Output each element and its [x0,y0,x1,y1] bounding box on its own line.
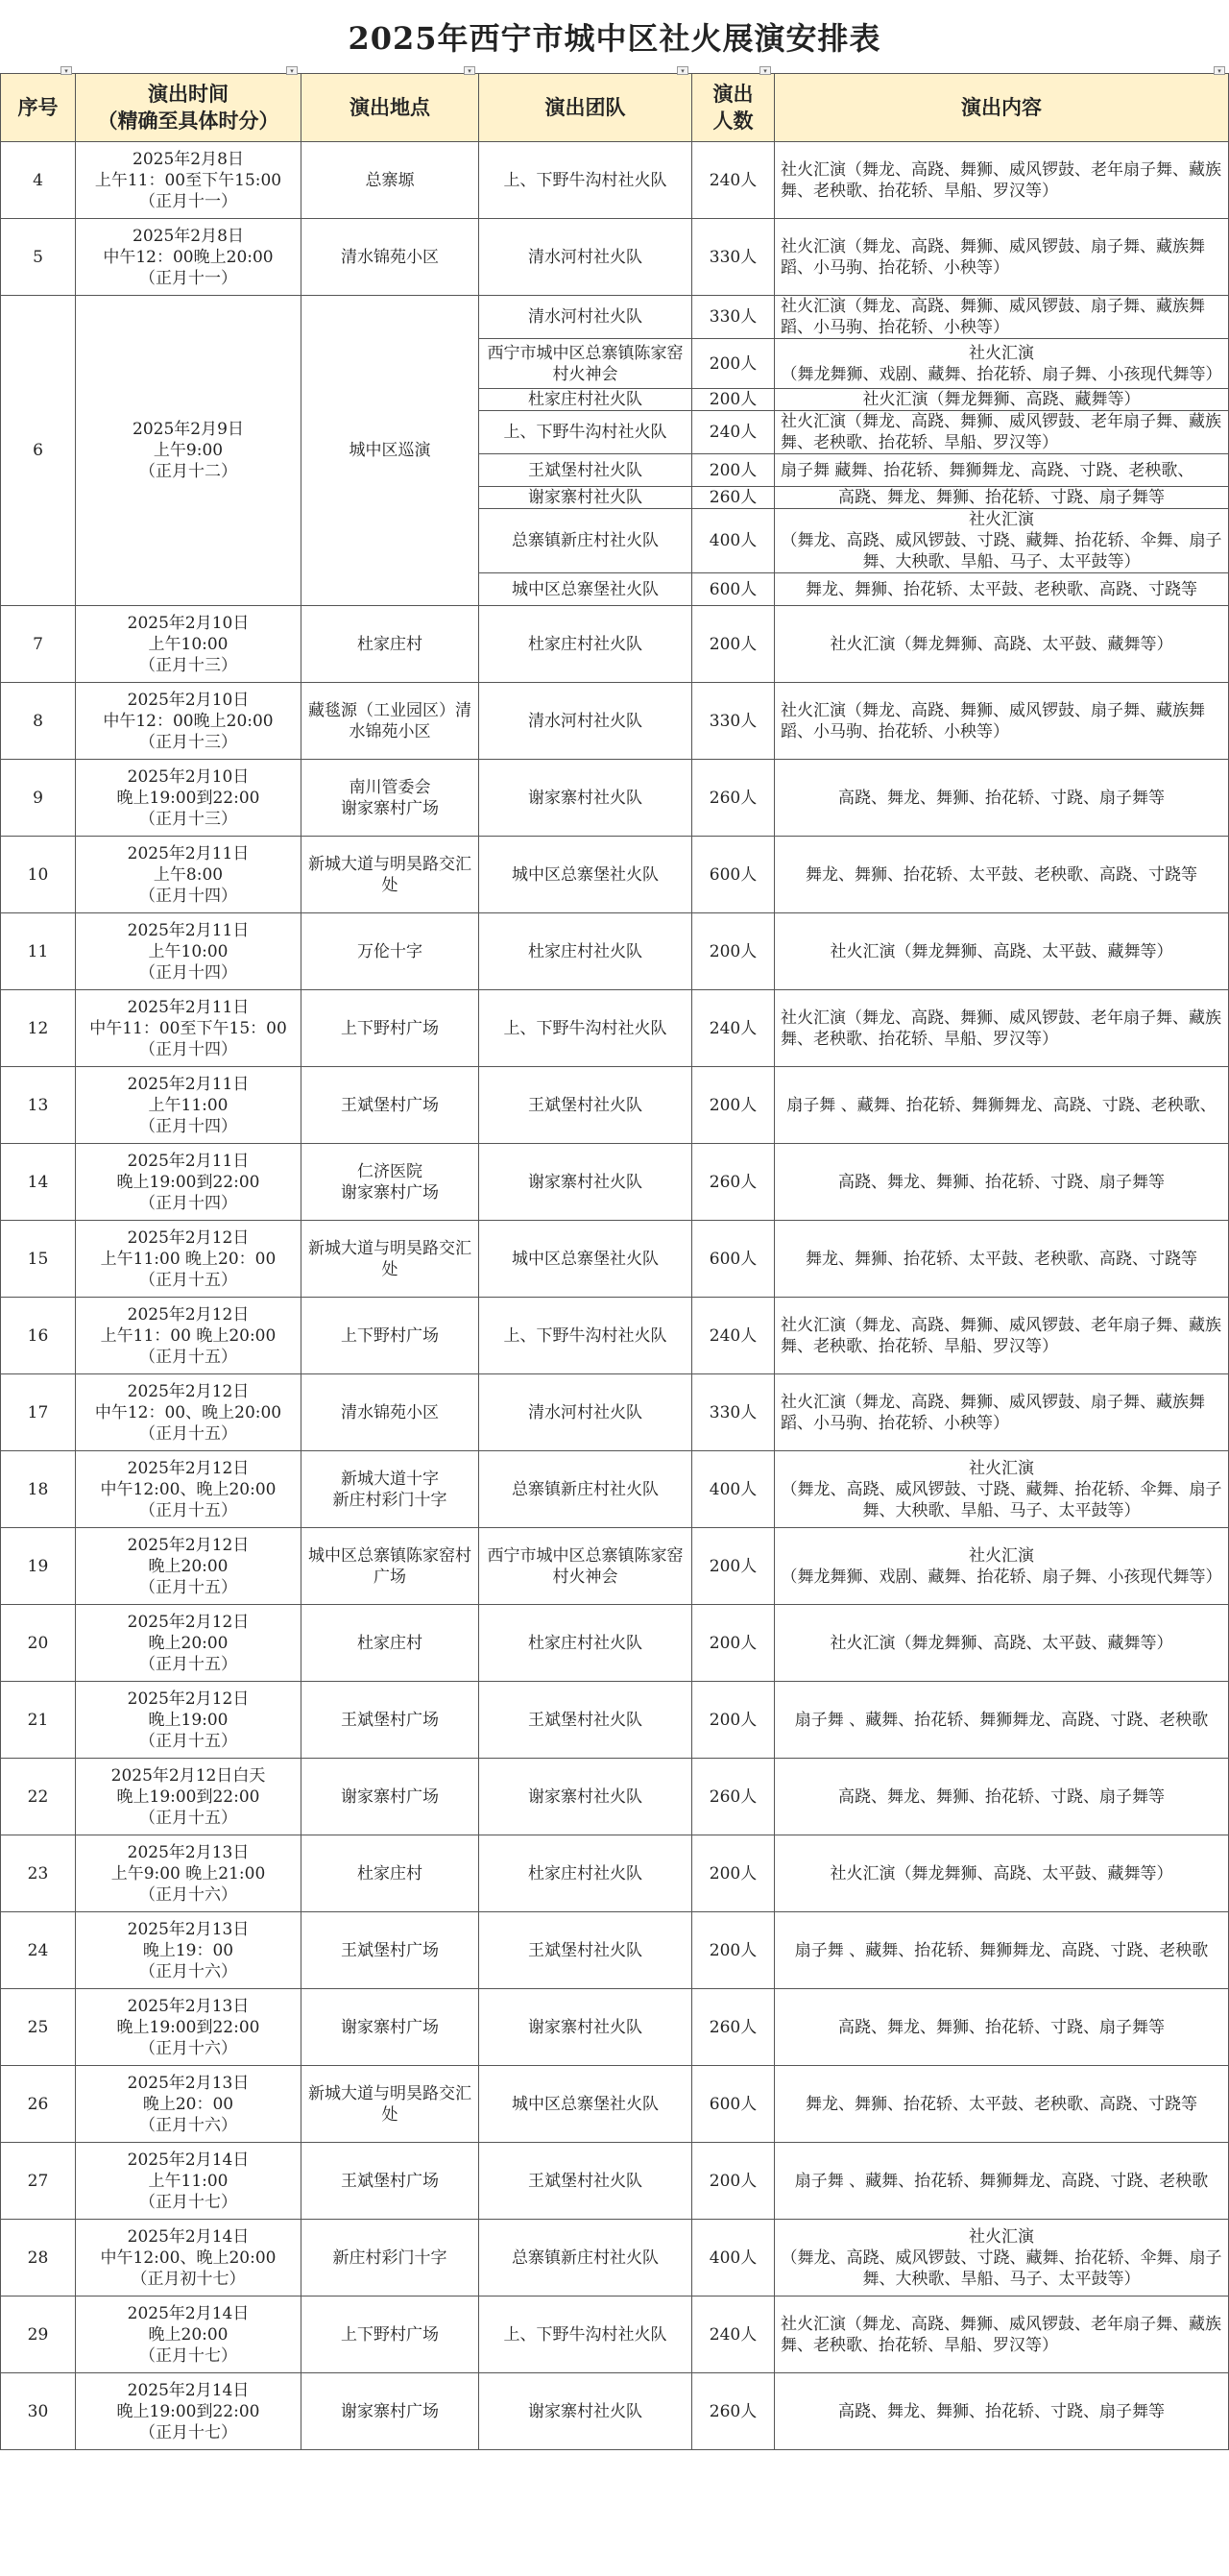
row-count: 330人 [692,683,775,760]
row-count: 200人 [692,2143,775,2220]
row-team: 谢家寨村社火队 [479,1144,692,1221]
row-place: 王斌堡村广场 [301,1682,479,1759]
row-count: 260人 [692,1989,775,2066]
row-content: 舞龙、舞狮、抬花轿、太平鼓、老秧歌、高跷、寸跷等 [775,2066,1229,2143]
row-count: 200人 [692,1528,775,1605]
row-content: 扇子舞 、藏舞、抬花轿、舞狮舞龙、高跷、寸跷、老秧歌 [775,2143,1229,2220]
row-content: 舞龙、舞狮、抬花轿、太平鼓、老秧歌、高跷、寸跷等 [775,1221,1229,1298]
row-content: 社火汇演 （舞龙、高跷、威风锣鼓、寸跷、藏舞、抬花轿、伞舞、扇子舞、大秧歌、旱船、马子、太平鼓等） [775,509,1229,573]
row-place: 谢家寨村广场 [301,1759,479,1835]
row-no: 15 [1,1221,76,1298]
table-row [1,1759,1229,1835]
row-team: 上、下野牛沟村社火队 [479,142,692,219]
row-team: 上、下野牛沟村社火队 [479,2297,692,2373]
table-row [1,2373,1229,2450]
schedule-table [0,66,1229,2450]
row-place: 清水锦苑小区 [301,219,479,296]
row-place: 上下野村广场 [301,1298,479,1374]
row-time: 2025年2月11日 晚上19:00到22:00 （正月十四） [76,1144,301,1221]
row-team: 王斌堡村社火队 [479,454,692,487]
row-no: 20 [1,1605,76,1682]
row-content: 舞龙、舞狮、抬花轿、太平鼓、老秧歌、高跷、寸跷等 [775,837,1229,913]
row-no: 5 [1,219,76,296]
row-time: 2025年2月12日 中午12:00、晚上20:00 （正月十五） [76,1451,301,1528]
row-count: 200人 [692,389,775,411]
row-team: 杜家庄村社火队 [479,1835,692,1912]
row-no: 27 [1,2143,76,2220]
row-team: 城中区总寨堡社火队 [479,837,692,913]
row-time: 2025年2月14日 晚上19:00到22:00 （正月十七） [76,2373,301,2450]
row-place: 城中区巡演 [301,296,479,606]
table-row [1,1298,1229,1374]
table-row [1,913,1229,990]
row-no: 28 [1,2220,76,2297]
row-content: 社火汇演 （舞龙舞狮、戏剧、藏舞、抬花轿、扇子舞、小孩现代舞等） [775,1528,1229,1605]
col-header-content[interactable]: 演出内容 ▾ [775,74,1229,142]
row-content: 社火汇演（舞龙、高跷、舞狮、威风锣鼓、老年扇子舞、藏族舞、老秧歌、抬花轿、旱船、罗汉等） [775,411,1229,454]
row-count: 600人 [692,573,775,606]
row-count: 240人 [692,411,775,454]
filter-dropdown-icon[interactable]: ▾ [286,66,298,75]
row-no: 14 [1,1144,76,1221]
row-no: 6 [1,296,76,606]
table-row [1,1989,1229,2066]
table-row [1,1912,1229,1989]
row-content: 社火汇演（舞龙、高跷、舞狮、威风锣鼓、扇子舞、藏族舞蹈、小马驹、抬花轿、小秧等） [775,219,1229,296]
row-count: 260人 [692,1759,775,1835]
row-count: 200人 [692,1835,775,1912]
row-time: 2025年2月10日 中午12：00晚上20:00 （正月十三） [76,683,301,760]
row-content: 高跷、舞龙、舞狮、抬花轿、寸跷、扇子舞等 [775,2373,1229,2450]
row-count: 400人 [692,509,775,573]
row-count: 600人 [692,837,775,913]
row-content: 扇子舞 、藏舞、抬花轿、舞狮舞龙、高跷、寸跷、老秧歌、 [775,1067,1229,1144]
row-count: 200人 [692,1682,775,1759]
row-count: 330人 [692,219,775,296]
table-row [1,1067,1229,1144]
row-no: 16 [1,1298,76,1374]
row-count: 600人 [692,1221,775,1298]
row-team: 王斌堡村社火队 [479,1682,692,1759]
table-row [1,837,1229,913]
row-team: 清水河村社火队 [479,1374,692,1451]
row-place: 杜家庄村 [301,1835,479,1912]
row-place: 新庄村彩门十字 [301,2220,479,2297]
row-no: 18 [1,1451,76,1528]
table-row [1,296,1229,339]
row-content: 扇子舞 藏舞、抬花轿、舞狮舞龙、高跷、寸跷、老秧歌、 [775,454,1229,487]
row-place: 上下野村广场 [301,2297,479,2373]
filter-dropdown-icon[interactable]: ▾ [1214,66,1225,75]
row-no: 7 [1,606,76,683]
row-no: 30 [1,2373,76,2450]
col-header-team[interactable]: 演出团队 ▾ [479,74,692,142]
table-row [1,1451,1229,1528]
row-count: 260人 [692,1144,775,1221]
row-count: 400人 [692,1451,775,1528]
row-place: 清水锦苑小区 [301,1374,479,1451]
row-time: 2025年2月11日 上午11:00 （正月十四） [76,1067,301,1144]
row-no: 29 [1,2297,76,2373]
row-content: 社火汇演（舞龙、高跷、舞狮、威风锣鼓、老年扇子舞、藏族舞、老秧歌、抬花轿、旱船、罗汉等） [775,1298,1229,1374]
row-time: 2025年2月12日 上午11:00 晚上20：00 （正月十五） [76,1221,301,1298]
row-content: 社火汇演 （舞龙、高跷、威风锣鼓、寸跷、藏舞、抬花轿、伞舞、扇子舞、大秧歌、旱船、马子、太平鼓等） [775,2220,1229,2297]
row-count: 330人 [692,1374,775,1451]
row-content: 高跷、舞龙、舞狮、抬花轿、寸跷、扇子舞等 [775,1759,1229,1835]
row-team: 城中区总寨堡社火队 [479,573,692,606]
table-row [1,1221,1229,1298]
row-time: 2025年2月10日 上午10:00 （正月十三） [76,606,301,683]
filter-dropdown-icon[interactable]: ▾ [759,66,771,75]
row-content: 高跷、舞龙、舞狮、抬花轿、寸跷、扇子舞等 [775,1144,1229,1221]
row-content: 社火汇演（舞龙舞狮、高跷、太平鼓、藏舞等） [775,1605,1229,1682]
col-header-count[interactable]: 演出 人数 ▾ [692,74,775,142]
table-row [1,1682,1229,1759]
row-content: 社火汇演（舞龙舞狮、高跷、太平鼓、藏舞等） [775,1835,1229,1912]
row-time: 2025年2月12日 晚上19:00 （正月十五） [76,1682,301,1759]
row-place: 新城大道与明昊路交汇处 [301,2066,479,2143]
row-count: 400人 [692,2220,775,2297]
row-time: 2025年2月8日 中午12：00晚上20:00 （正月十一） [76,219,301,296]
table-row [1,606,1229,683]
table-body [1,142,1229,2450]
row-count: 240人 [692,1298,775,1374]
row-no: 22 [1,1759,76,1835]
row-team: 杜家庄村社火队 [479,1605,692,1682]
row-content: 社火汇演 （舞龙、高跷、威风锣鼓、寸跷、藏舞、抬花轿、伞舞、扇子舞、大秧歌、旱船、马子、太平鼓等） [775,1451,1229,1528]
row-time: 2025年2月14日 晚上20:00 （正月十七） [76,2297,301,2373]
row-team: 杜家庄村社火队 [479,606,692,683]
row-team: 谢家寨村社火队 [479,2373,692,2450]
row-no: 23 [1,1835,76,1912]
row-content: 高跷、舞龙、舞狮、抬花轿、寸跷、扇子舞等 [775,487,1229,509]
table-row [1,219,1229,296]
filter-dropdown-icon[interactable]: ▾ [677,66,688,75]
row-time: 2025年2月13日 晚上20：00 （正月十六） [76,2066,301,2143]
row-place: 仁济医院 谢家寨村广场 [301,1144,479,1221]
row-place: 新城大道与明昊路交汇处 [301,1221,479,1298]
row-content: 社火汇演 （舞龙舞狮、戏剧、藏舞、抬花轿、扇子舞、小孩现代舞等） [775,339,1229,389]
row-content: 社火汇演（舞龙、高跷、舞狮、威风锣鼓、扇子舞、藏族舞蹈、小马驹、抬花轿、小秧等） [775,1374,1229,1451]
row-no: 10 [1,837,76,913]
row-no: 21 [1,1682,76,1759]
row-team: 城中区总寨堡社火队 [479,1221,692,1298]
row-team: 总寨镇新庄村社火队 [479,509,692,573]
table-row [1,683,1229,760]
table-row [1,2066,1229,2143]
row-count: 200人 [692,454,775,487]
row-content: 社火汇演（舞龙舞狮、高跷、太平鼓、藏舞等） [775,606,1229,683]
table-row [1,1528,1229,1605]
row-content: 舞龙、舞狮、抬花轿、太平鼓、老秧歌、高跷、寸跷等 [775,573,1229,606]
row-time: 2025年2月12日 上午11：00 晚上20:00 （正月十五） [76,1298,301,1374]
row-time: 2025年2月10日 晚上19:00到22:00 （正月十三） [76,760,301,837]
table-row [1,2143,1229,2220]
row-team: 谢家寨村社火队 [479,487,692,509]
row-content: 扇子舞 、藏舞、抬花轿、舞狮舞龙、高跷、寸跷、老秧歌 [775,1912,1229,1989]
table-row [1,990,1229,1067]
row-content: 高跷、舞龙、舞狮、抬花轿、寸跷、扇子舞等 [775,1989,1229,2066]
row-team: 谢家寨村社火队 [479,1989,692,2066]
col-header-no[interactable]: 序号 ▾ [1,74,76,142]
row-place: 南川管委会 谢家寨村广场 [301,760,479,837]
row-team: 杜家庄村社火队 [479,389,692,411]
row-team: 王斌堡村社火队 [479,1067,692,1144]
row-team: 清水河村社火队 [479,219,692,296]
row-place: 王斌堡村广场 [301,2143,479,2220]
row-count: 200人 [692,913,775,990]
row-place: 王斌堡村广场 [301,1067,479,1144]
row-no: 12 [1,990,76,1067]
row-team: 西宁市城中区总寨镇陈家窑村火神会 [479,339,692,389]
table-row [1,1835,1229,1912]
row-content: 社火汇演（舞龙舞狮、高跷、藏舞等） [775,389,1229,411]
row-count: 260人 [692,487,775,509]
row-time: 2025年2月11日 上午8:00 （正月十四） [76,837,301,913]
row-place: 谢家寨村广场 [301,2373,479,2450]
row-time: 2025年2月11日 上午10:00 （正月十四） [76,913,301,990]
row-count: 240人 [692,2297,775,2373]
row-content: 社火汇演（舞龙、高跷、舞狮、威风锣鼓、老年扇子舞、藏族舞、老秧歌、抬花轿、旱船、罗汉等） [775,2297,1229,2373]
row-count: 600人 [692,2066,775,2143]
row-team: 杜家庄村社火队 [479,913,692,990]
col-header-time[interactable]: 演出时间 （精确至具体时分） ▾ [76,74,301,142]
row-no: 13 [1,1067,76,1144]
row-count: 240人 [692,142,775,219]
row-content: 社火汇演（舞龙、高跷、舞狮、威风锣鼓、老年扇子舞、藏族舞、老秧歌、抬花轿、旱船、罗汉等） [775,142,1229,219]
row-no: 17 [1,1374,76,1451]
row-team: 总寨镇新庄村社火队 [479,1451,692,1528]
row-no: 19 [1,1528,76,1605]
row-team: 上、下野牛沟村社火队 [479,411,692,454]
row-place: 城中区总寨镇陈家窑村广场 [301,1528,479,1605]
row-count: 200人 [692,606,775,683]
row-count: 260人 [692,760,775,837]
row-team: 总寨镇新庄村社火队 [479,2220,692,2297]
row-no: 9 [1,760,76,837]
row-team: 西宁市城中区总寨镇陈家窑村火神会 [479,1528,692,1605]
row-team: 城中区总寨堡社火队 [479,2066,692,2143]
row-place: 藏毯源（工业园区）清水锦苑小区 [301,683,479,760]
row-place: 杜家庄村 [301,606,479,683]
table-row [1,142,1229,219]
row-content: 社火汇演（舞龙舞狮、高跷、太平鼓、藏舞等） [775,913,1229,990]
row-count: 200人 [692,1067,775,1144]
row-content: 社火汇演（舞龙、高跷、舞狮、威风锣鼓、老年扇子舞、藏族舞、老秧歌、抬花轿、旱船、罗汉等） [775,990,1229,1067]
row-no: 25 [1,1989,76,2066]
table-row [1,1374,1229,1451]
row-place: 总寨塬 [301,142,479,219]
row-team: 谢家寨村社火队 [479,760,692,837]
row-no: 4 [1,142,76,219]
row-team: 王斌堡村社火队 [479,2143,692,2220]
table-row [1,1605,1229,1682]
table-row [1,760,1229,837]
row-time: 2025年2月13日 上午9:00 晚上21:00 （正月十六） [76,1835,301,1912]
row-place: 上下野村广场 [301,990,479,1067]
row-place: 王斌堡村广场 [301,1912,479,1989]
row-time: 2025年2月8日 上午11：00至下午15:00 （正月十一） [76,142,301,219]
row-team: 清水河村社火队 [479,683,692,760]
row-no: 8 [1,683,76,760]
row-count: 200人 [692,1605,775,1682]
row-no: 11 [1,913,76,990]
row-team: 清水河村社火队 [479,296,692,339]
row-content: 社火汇演（舞龙、高跷、舞狮、威风锣鼓、扇子舞、藏族舞蹈、小马驹、抬花轿、小秧等） [775,683,1229,760]
row-no: 24 [1,1912,76,1989]
row-place: 新城大道十字 新庄村彩门十字 [301,1451,479,1528]
row-team: 上、下野牛沟村社火队 [479,1298,692,1374]
row-count: 330人 [692,296,775,339]
filter-dropdown-icon[interactable]: ▾ [464,66,475,75]
table-row [1,2297,1229,2373]
row-place: 新城大道与明昊路交汇处 [301,837,479,913]
filter-dropdown-icon[interactable]: ▾ [60,66,72,75]
row-content: 社火汇演（舞龙、高跷、舞狮、威风锣鼓、扇子舞、藏族舞蹈、小马驹、抬花轿、小秧等） [775,296,1229,339]
row-team: 王斌堡村社火队 [479,1912,692,1989]
row-time: 2025年2月14日 上午11:00 （正月十七） [76,2143,301,2220]
row-no: 26 [1,2066,76,2143]
row-time: 2025年2月12日 晚上20:00 （正月十五） [76,1528,301,1605]
row-count: 200人 [692,1912,775,1989]
row-time: 2025年2月14日 中午12:00、晚上20:00 （正月初十七） [76,2220,301,2297]
row-content: 高跷、舞龙、舞狮、抬花轿、寸跷、扇子舞等 [775,760,1229,837]
row-time: 2025年2月11日 中午11：00至下午15：00 （正月十四） [76,990,301,1067]
table-row [1,1144,1229,1221]
row-time: 2025年2月12日白天 晚上19:00到22:00 （正月十五） [76,1759,301,1835]
row-place: 万伦十字 [301,913,479,990]
row-time: 2025年2月12日 中午12：00、晚上20:00 （正月十五） [76,1374,301,1451]
row-count: 200人 [692,339,775,389]
row-count: 260人 [692,2373,775,2450]
page-title: 2025年西宁市城中区社火展演安排表 [348,20,881,57]
row-time: 2025年2月13日 晚上19：00 （正月十六） [76,1912,301,1989]
row-place: 杜家庄村 [301,1605,479,1682]
row-count: 240人 [692,990,775,1067]
row-team: 谢家寨村社火队 [479,1759,692,1835]
row-time: 2025年2月9日 上午9:00 （正月十二） [76,296,301,606]
header-row [1,74,1229,142]
row-time: 2025年2月13日 晚上19:00到22:00 （正月十六） [76,1989,301,2066]
row-time: 2025年2月12日 晚上20:00 （正月十五） [76,1605,301,1682]
table-row [1,2220,1229,2297]
row-team: 上、下野牛沟村社火队 [479,990,692,1067]
col-header-place[interactable]: 演出地点 ▾ [301,74,479,142]
row-place: 谢家寨村广场 [301,1989,479,2066]
row-content: 扇子舞 、藏舞、抬花轿、舞狮舞龙、高跷、寸跷、老秧歌 [775,1682,1229,1759]
